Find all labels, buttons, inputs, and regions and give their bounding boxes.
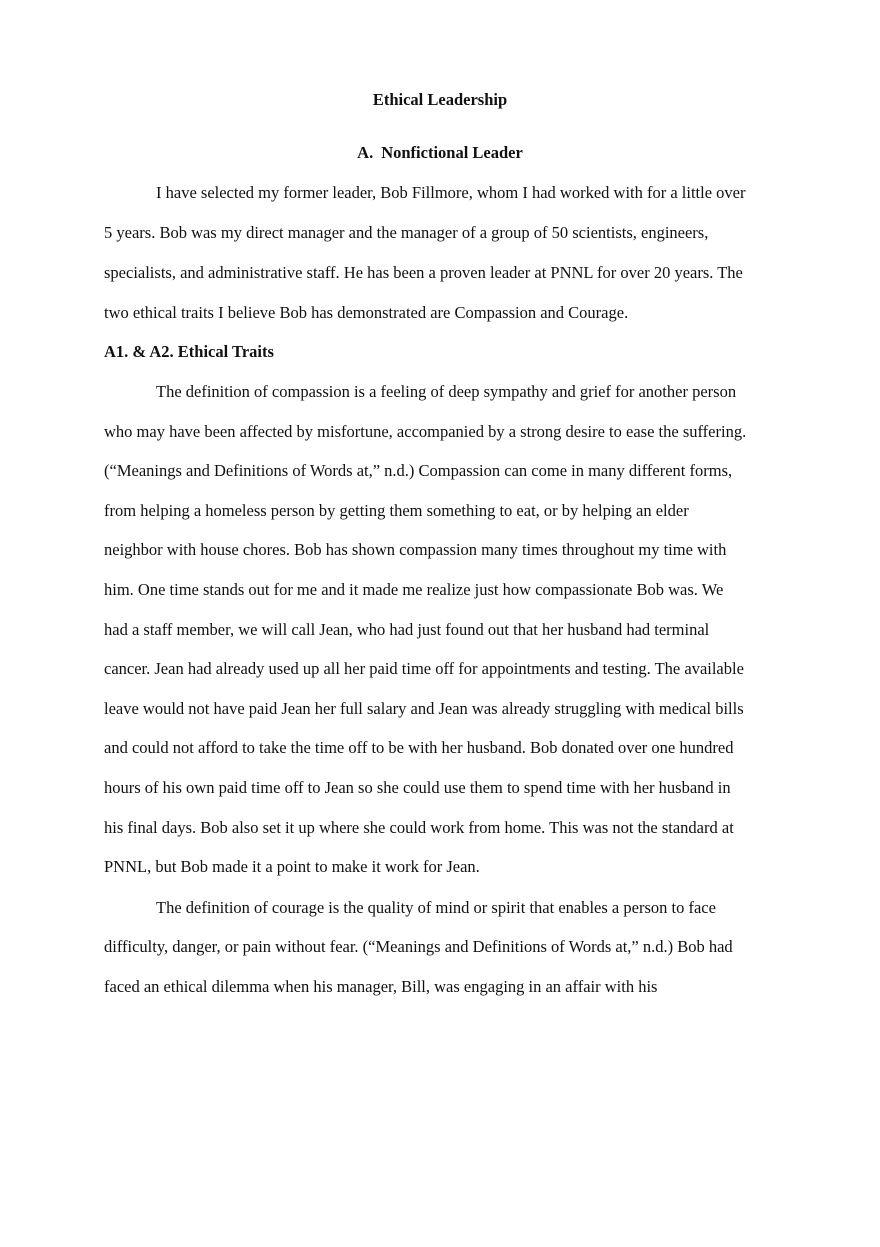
paragraph-line: cancer. Jean had already used up all her paid time off for appointments and testing. The available — [104, 659, 744, 678]
paragraph-line: difficulty, danger, or pain without fear. (“Meanings and Definitions of Words at,” n.d.) Bob had — [104, 937, 733, 956]
paragraph-line: neighbor with house chores. Bob has shown compassion many times throughout my time with — [104, 540, 727, 559]
paragraph-line: 5 years. Bob was my direct manager and the manager of a group of 50 scientists, engineers, — [104, 223, 709, 242]
paragraph-line: hours of his own paid time off to Jean so she could use them to spend time with her husband in — [104, 778, 731, 797]
paragraph-line: his final days. Bob also set it up where she could work from home. This was not the standard at — [104, 818, 734, 837]
ethical-traits-subheading: A1. & A2. Ethical Traits — [104, 342, 274, 361]
paragraph-line: faced an ethical dilemma when his manager, Bill, was engaging in an affair with his — [104, 977, 658, 996]
paragraph-line: I have selected my former leader, Bob Fillmore, whom I had worked with for a little over — [156, 183, 746, 202]
body-text — [104, 0, 778, 1247]
paragraph-line: two ethical traits I believe Bob has demonstrated are Compassion and Courage. — [104, 303, 629, 322]
section-a-marker: A. — [357, 143, 374, 162]
paragraph-line: leave would not have paid Jean her full salary and Jean was already struggling with medical bills — [104, 699, 744, 718]
paragraph-line: The definition of courage is the quality of mind or spirit that enables a person to face — [156, 898, 716, 917]
section-a-heading-text: Nonfictional Leader — [381, 143, 523, 162]
document-title: Ethical Leadership — [372, 90, 508, 109]
paragraph-line: (“Meanings and Definitions of Words at,” n.d.) Compassion can come in many different forms, — [104, 461, 733, 480]
paragraph-line: who may have been affected by misfortune, accompanied by a strong desire to ease the suffering. — [104, 422, 747, 441]
paragraph-line: specialists, and administrative staff. He has been a proven leader at PNNL for over 20 years. The — [104, 263, 743, 282]
paragraph-line: and could not afford to take the time off to be with her husband. Bob donated over one hundred — [104, 738, 734, 757]
paragraph-line: had a staff member, we will call Jean, who had just found out that her husband had terminal — [104, 620, 710, 639]
paragraph-line: him. One time stands out for me and it made me realize just how compassionate Bob was. We — [104, 580, 724, 599]
paragraph-line: from helping a homeless person by getting them something to eat, or by helping an elder — [104, 501, 689, 520]
paragraph-line: PNNL, but Bob made it a point to make it work for Jean. — [104, 857, 480, 876]
paragraph-line: The definition of compassion is a feeling of deep sympathy and grief for another person — [156, 382, 737, 401]
